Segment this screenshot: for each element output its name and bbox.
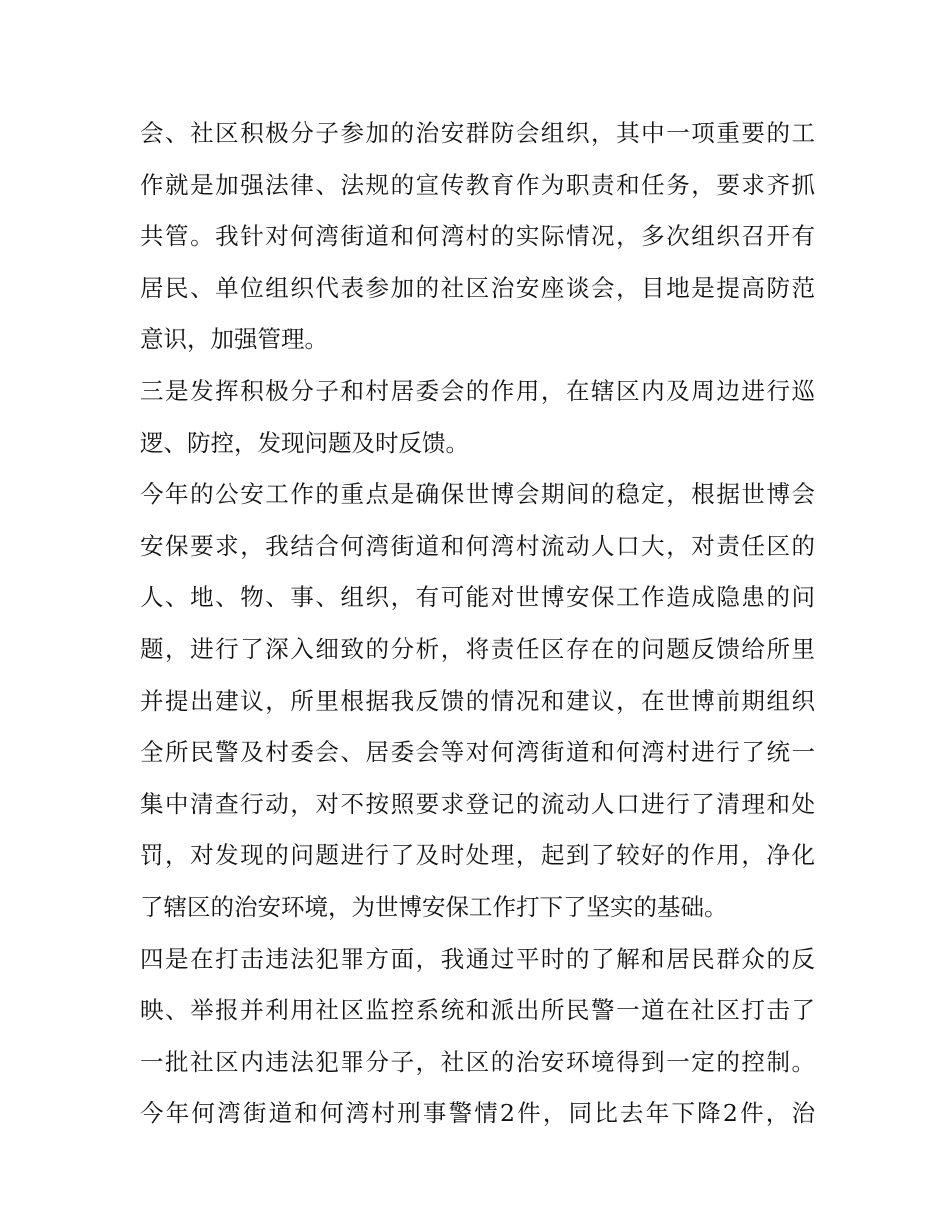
text-line: 今年何湾街道和何湾村刑事警情2件，同比去年下降2件，治 [140, 1099, 815, 1128]
text-line: 居民、单位组织代表参加的社区治安座谈会，目地是提高防范 [140, 273, 815, 302]
text-line: 一批社区内违法犯罪分子，社区的治安环境得到一定的控制。 [140, 1047, 815, 1076]
text-line: 人、地、物、事、组织，有可能对世博安保工作造成隐患的问 [140, 583, 815, 612]
text-line: 罚，对发现的问题进行了及时处理，起到了较好的作用，净化 [140, 841, 815, 870]
text-line: 共管。我针对何湾街道和何湾村的实际情况，多次组织召开有 [140, 222, 815, 251]
text-line: 了辖区的治安环境，为世博安保工作打下了坚实的基础。 [140, 892, 728, 921]
text-line: 作就是加强法律、法规的宣传教育作为职责和任务，要求齐抓 [140, 170, 815, 199]
text-line: 逻、防控，发现问题及时反馈。 [140, 428, 469, 457]
text-line: 四是在打击违法犯罪方面，我通过平时的了解和居民群众的反 [140, 944, 815, 973]
text-line: 三是发挥积极分子和村居委会的作用，在辖区内及周边进行巡 [140, 376, 815, 405]
text-line: 映、举报并利用社区监控系统和派出所民警一道在社区打击了 [140, 996, 815, 1025]
text-line: 题，进行了深入细致的分析，将责任区存在的问题反馈给所里 [140, 634, 815, 663]
text-line: 集中清查行动，对不按照要求登记的流动人口进行了清理和处 [140, 789, 815, 818]
body-text [140, 108, 815, 1140]
text-line: 今年的公安工作的重点是确保世博会期间的稳定，根据世博会 [140, 480, 815, 509]
text-line: 安保要求，我结合何湾街道和何湾村流动人口大，对责任区的 [140, 531, 815, 560]
text-line: 全所民警及村委会、居委会等对何湾街道和何湾村进行了统一 [140, 738, 815, 767]
text-line: 会、社区积极分子参加的治安群防会组织，其中一项重要的工 [140, 119, 815, 147]
text-line: 意识，加强管理。 [140, 325, 328, 354]
text-line: 并提出建议，所里根据我反馈的情况和建议，在世博前期组织 [140, 686, 815, 715]
